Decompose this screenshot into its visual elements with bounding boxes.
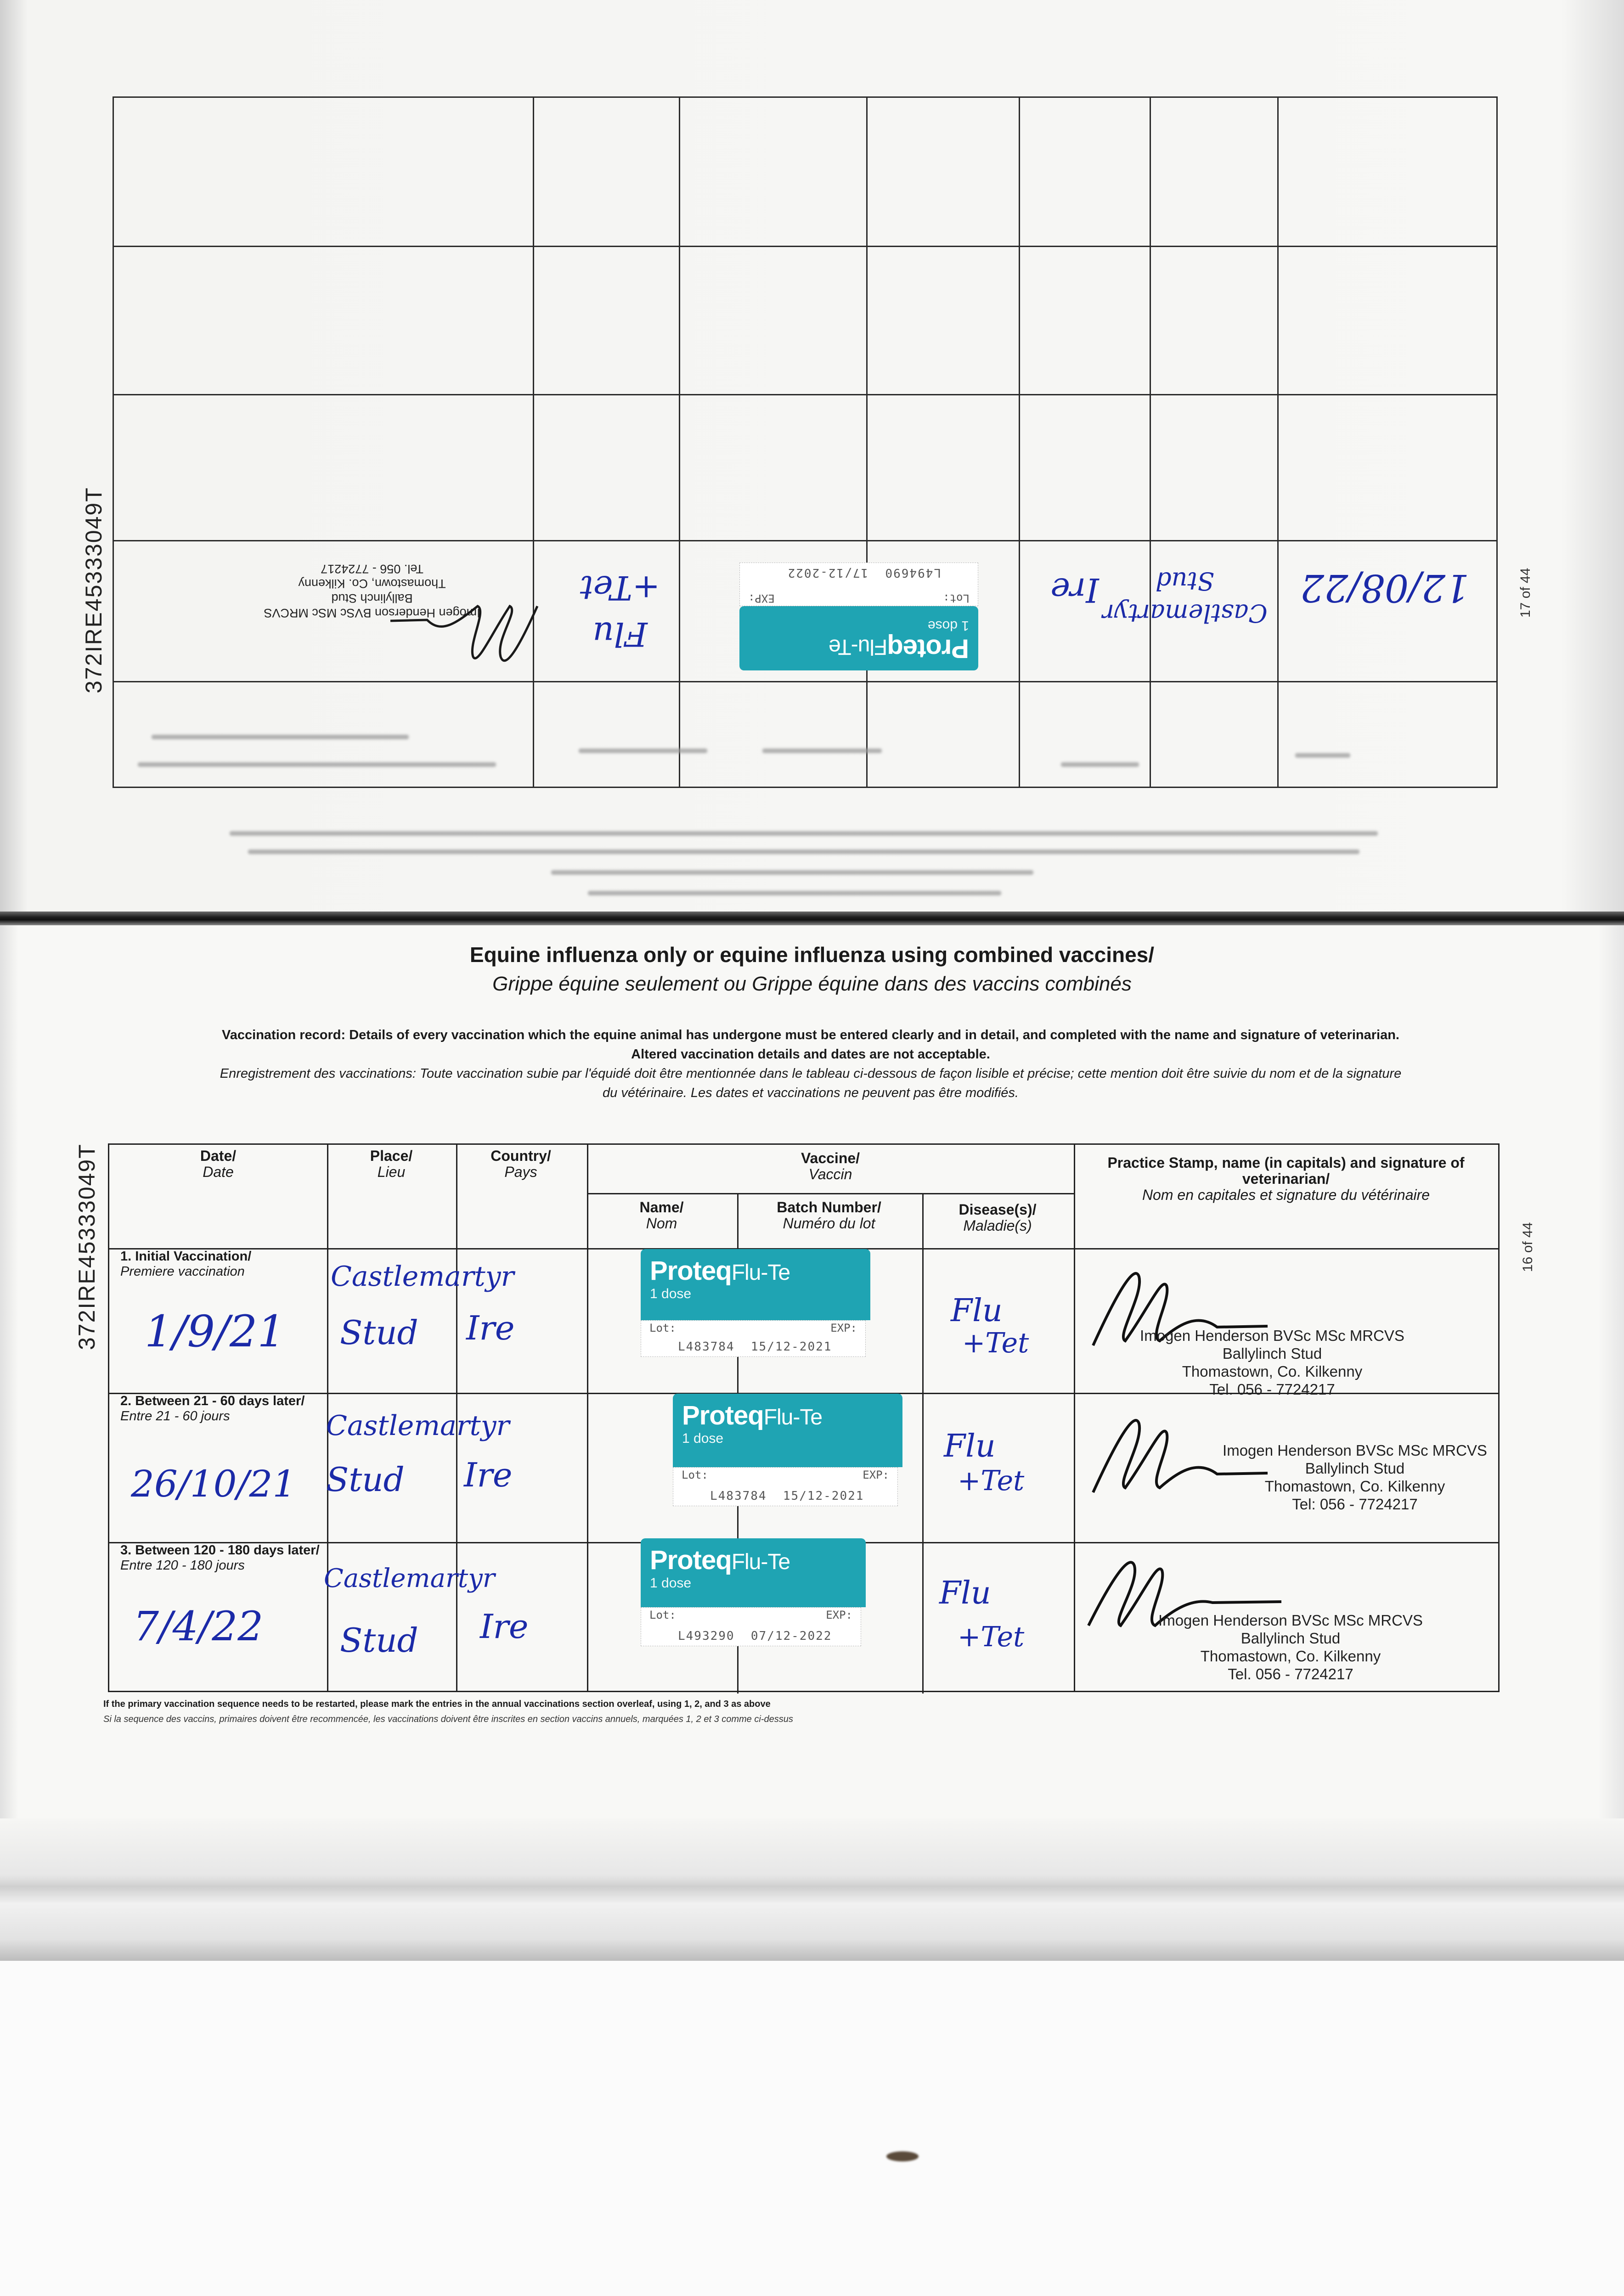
- header-place: Place/ Lieu: [370, 1148, 413, 1181]
- header-batch: Batch Number/ Numéro du lot: [777, 1199, 881, 1232]
- page-fold: [0, 912, 1624, 925]
- stamp-line: Imogen Henderson BVSc MSc MRCVS: [1223, 1442, 1487, 1459]
- annual-vaccination-table: [113, 96, 1498, 788]
- vaccine-sticker-1: [641, 1249, 870, 1359]
- sticker-label: [673, 1394, 902, 1467]
- row2-date: 26/10/21: [131, 1463, 296, 1505]
- row1-place-line2: Stud: [340, 1313, 418, 1352]
- sticker-dose: 1 dose: [927, 618, 969, 633]
- lot-number: L493290: [678, 1629, 735, 1643]
- header-date: Date/ Date: [200, 1148, 237, 1181]
- row3-disease-line2: +Tet: [958, 1621, 1025, 1653]
- blurred-header-text: [152, 735, 409, 739]
- lot-number: L483784: [710, 1489, 767, 1503]
- sticker-product: Flu-Te: [763, 1405, 823, 1429]
- sticker-product: Flu-Te: [731, 1550, 790, 1574]
- blurred-header-text: [579, 748, 707, 753]
- blurred-header-text: [762, 748, 882, 753]
- header-name: Name/ Nom: [639, 1199, 684, 1232]
- instructions-fr: Enregistrement des vaccinations: Toute vaccination subie par l'équidé doit être mentionnée dans le tableau ci-dessous de façon lisible et précise; cette mention doit être suivie du nom et de la signature: [220, 1066, 1402, 1081]
- stamp-line: Thomastown, Co. Kilkenny: [298, 577, 446, 591]
- stamp-line: Ballylinch Stud: [1305, 1459, 1405, 1477]
- blurred-footnote: [248, 850, 1359, 854]
- exp-date: 07/12-2022: [750, 1629, 832, 1643]
- vaccine-sticker-top: [739, 551, 978, 670]
- vet-stamp-top: [193, 537, 551, 675]
- header-stamp: Practice Stamp, name (in capitals) and signature of veterinarian/ Nom en capitales et signature du vétérinaire: [1107, 1154, 1465, 1204]
- blurred-header-text: [138, 762, 496, 767]
- exp-date: 15/12-2021: [783, 1489, 864, 1503]
- row2-country: Ire: [464, 1456, 513, 1494]
- row2-disease-line2: +Tet: [958, 1465, 1025, 1497]
- row2-place-line1: Castlemartyr: [326, 1410, 510, 1442]
- sticker-label: [641, 1249, 870, 1320]
- sticker-dose: 1 dose: [650, 1576, 692, 1591]
- row1-disease-line2: +Tet: [962, 1327, 1029, 1359]
- stamp-line: Ballylinch Stud: [1222, 1345, 1322, 1362]
- document-id-bottom: 372IRE45333049T: [74, 1143, 100, 1350]
- vaccine-sticker-2: [673, 1394, 902, 1508]
- vet-stamp-2: [1212, 1442, 1497, 1514]
- book-edge: [0, 1818, 1624, 1961]
- page-title: Equine influenza only or equine influenza using combined vaccines/: [469, 943, 1155, 967]
- exp-date: 17/12-2022: [787, 566, 868, 580]
- exp-date: 15/12-2021: [750, 1340, 832, 1354]
- stamp-line: Tel. 056 - 7724217: [1228, 1665, 1353, 1683]
- row-label-3: 3. Between 120 - 180 days later/ Entre 120 - 180 jours: [120, 1543, 320, 1573]
- sticker-brand: Proteq: [887, 634, 969, 664]
- stamp-line: Thomastown, Co. Kilkenny: [1182, 1362, 1363, 1380]
- sticker-brand: Proteq: [682, 1401, 764, 1430]
- blurred-footnote: [588, 891, 1001, 895]
- sticker-label: [641, 1538, 866, 1607]
- sticker-tail: Lot: EXP: L483784 15/12-2021: [673, 1467, 898, 1506]
- sticker-tail: [739, 563, 978, 606]
- footnote-fr: Si la sequence des vaccins, primaires doivent être recommencée, les vaccinations doivent être inscrites en section vaccins annuels, marquées 1, 2 et 3 comme ci-dessus: [103, 1714, 793, 1724]
- sticker-tail: Lot: EXP: L483784 15/12-2021: [641, 1320, 866, 1357]
- blurred-footnote: [551, 870, 1033, 875]
- row1-disease-line1: Flu: [951, 1293, 1003, 1329]
- stamp-line: Imogen Henderson BVSc MSc MRCVS: [1158, 1612, 1423, 1629]
- instructions-fr-2: du vétérinaire. Les dates et vaccinations ne peuvent pas être modifiés.: [603, 1086, 1019, 1100]
- stamp-line: Ballylinch Stud: [331, 591, 413, 606]
- stamp-line: Imogen Henderson BVSc MSc MRCVS: [1140, 1327, 1404, 1344]
- row-label-1: 1. Initial Vaccination/ Premiere vaccination: [120, 1249, 252, 1279]
- page-number-top: 17 of 44: [1518, 568, 1533, 618]
- row1-place-line1: Castlemartyr: [331, 1261, 514, 1293]
- entry-date: 12/08/22: [1300, 566, 1470, 610]
- entry-country: Ire: [1050, 571, 1099, 609]
- entry-place: Castlemartyr Stud: [1102, 567, 1268, 628]
- blurred-header-text: [1061, 762, 1139, 767]
- stamp-line: Tel: 056 - 7724217: [1292, 1495, 1418, 1513]
- dust-speck: [886, 2151, 919, 2161]
- blurred-header-text: [1295, 753, 1350, 758]
- row1-country: Ire: [466, 1309, 515, 1347]
- footnote-en: If the primary vaccination sequence needs to be restarted, please mark the entries in the annual vaccinations section overleaf, using 1, 2, and 3 as above: [103, 1699, 771, 1709]
- stamp-line: Tel. 056 - 7724217: [1209, 1380, 1335, 1398]
- stamp-line: Imogen Henderson BVSc MSc MRCVS: [264, 606, 480, 620]
- sticker-brand: Proteq: [650, 1545, 732, 1575]
- header-disease: Disease(s)/ Maladie(s): [959, 1201, 1037, 1234]
- sticker-product: Flu-Te: [829, 635, 888, 659]
- page-subtitle: Grippe équine seulement ou Grippe équine dans des vaccins combinés: [492, 973, 1132, 995]
- stamp-line: Tel. 056 - 7724217: [321, 562, 423, 576]
- lot-number: L483784: [678, 1340, 735, 1354]
- row3-disease-line1: Flu: [939, 1575, 991, 1611]
- row2-disease-line1: Flu: [944, 1428, 996, 1464]
- row3-place-line2: Stud: [340, 1621, 418, 1660]
- header-country: Country/ Pays: [491, 1148, 551, 1181]
- stamp-line: Thomastown, Co. Kilkenny: [1200, 1647, 1381, 1665]
- document-id-top: 372IRE45333049T: [81, 487, 107, 693]
- row3-place-line1: Castlemartyr: [324, 1564, 495, 1593]
- row1-date: 1/9/21: [145, 1306, 285, 1357]
- row3-country: Ire: [480, 1607, 529, 1646]
- scanner-bed: [0, 1961, 1624, 2296]
- vet-stamp-1: [1134, 1327, 1410, 1399]
- signature: [381, 602, 547, 675]
- lot-number: L494690: [884, 566, 941, 580]
- stamp-line: Thomastown, Co. Kilkenny: [1264, 1477, 1445, 1495]
- sticker-tail: Lot: EXP: L493290 07/12-2022: [641, 1607, 861, 1646]
- vet-stamp-3: [1148, 1612, 1433, 1683]
- instructions-en: Vaccination record: Details of every vaccination which the equine animal has undergone must be entered clearly and in detail, and completed with the name and signature of veterinarian.: [222, 1028, 1399, 1042]
- row2-place-line2: Stud: [326, 1460, 405, 1499]
- instructions-en-2: Altered vaccination details and dates are not acceptable.: [631, 1047, 990, 1062]
- sticker-brand: Proteq: [650, 1256, 732, 1286]
- stamp-line: Ballylinch Stud: [1241, 1629, 1341, 1647]
- vaccine-sticker-3: [641, 1538, 866, 1649]
- page-number-bottom: 16 of 44: [1520, 1222, 1535, 1272]
- sticker-dose: 1 dose: [650, 1286, 692, 1301]
- exp-label: EXP:: [748, 592, 775, 605]
- sticker-dose: 1 dose: [682, 1431, 724, 1446]
- row-label-2: 2. Between 21 - 60 days later/ Entre 21 - 60 jours: [120, 1394, 305, 1424]
- blurred-footnote: [230, 831, 1378, 836]
- header-vaccine: Vaccine/ Vaccin: [801, 1150, 860, 1183]
- sticker-product: Flu-Te: [731, 1261, 790, 1285]
- sticker-label: [739, 606, 978, 670]
- row3-date: 7/4/22: [133, 1603, 264, 1650]
- entry-disease: Flu +Tet: [580, 568, 660, 653]
- lot-label: Lot:: [943, 592, 970, 605]
